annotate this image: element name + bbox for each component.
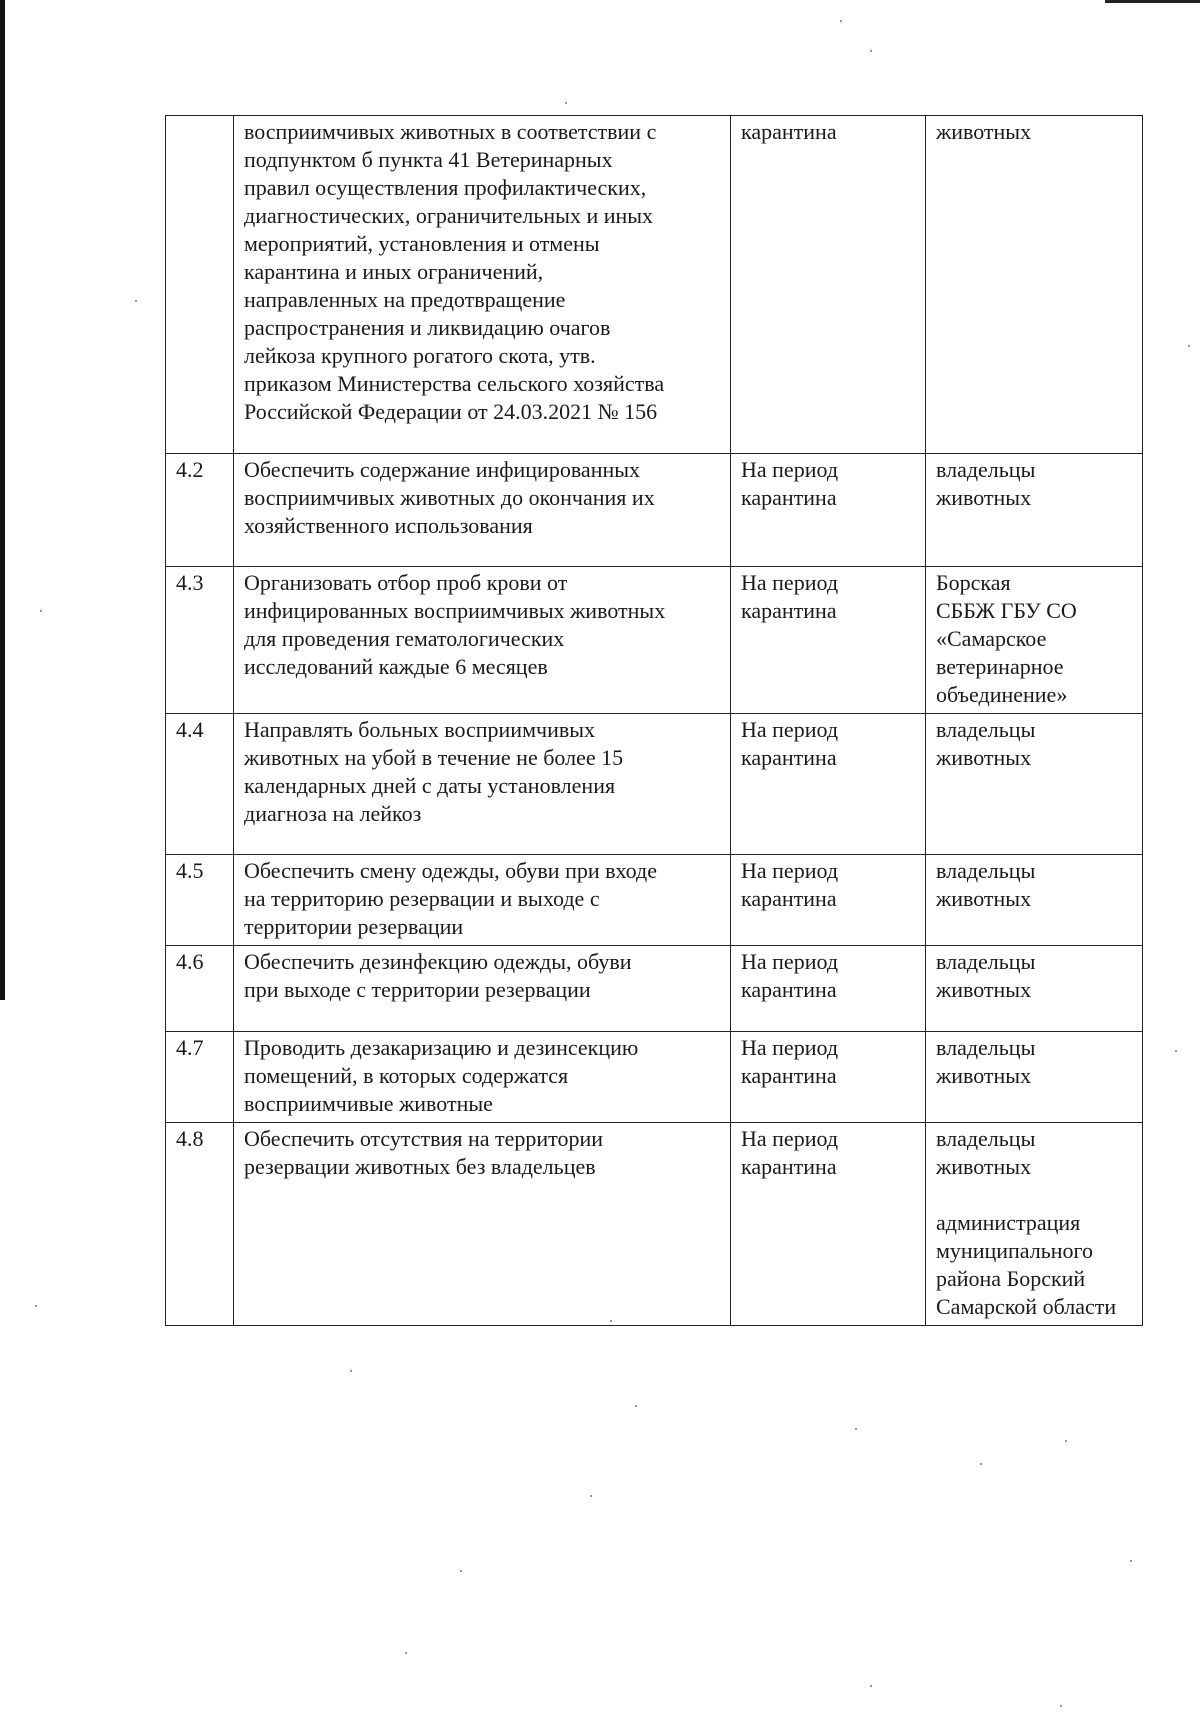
row-term: На период карантина xyxy=(731,946,926,1032)
row-number: 4.6 xyxy=(166,946,234,1032)
row-responsible: животных xyxy=(926,116,1143,454)
scan-speck xyxy=(1175,1050,1177,1052)
row-term: На период карантина xyxy=(731,714,926,855)
scan-speck xyxy=(460,1570,462,1572)
table-row xyxy=(166,1032,1143,1123)
scan-speck xyxy=(1130,1560,1132,1562)
scan-left-edge xyxy=(0,0,5,1000)
row-number: 4.8 xyxy=(166,1123,234,1326)
table-row xyxy=(166,714,1143,855)
row-term: На период карантина xyxy=(731,1032,926,1123)
scan-top-right-mark xyxy=(1105,0,1200,3)
row-responsible: владельцы животных xyxy=(926,454,1143,567)
row-term: На период карантина xyxy=(731,454,926,567)
row-number: 4.2 xyxy=(166,454,234,567)
row-term: На период карантина xyxy=(731,567,926,714)
row-number: 4.7 xyxy=(166,1032,234,1123)
row-responsible: владельцы животных xyxy=(926,855,1143,946)
table-row xyxy=(166,855,1143,946)
row-number xyxy=(166,116,234,454)
row-action: Обеспечить дезинфекцию одежды, обуви при выходе с территории резервации xyxy=(234,946,731,1032)
row-action: Проводить дезакаризацию и дезинсекцию помещений, в которых содержатся восприимчивые животные xyxy=(234,1032,731,1123)
row-action: Организовать отбор проб крови от инфицированных восприимчивых животных для проведения гематологических исследований каждые 6 месяцев xyxy=(234,567,731,714)
scan-speck xyxy=(590,1495,592,1497)
row-responsible: владельцы животных xyxy=(926,946,1143,1032)
table-row xyxy=(166,946,1143,1032)
table-row xyxy=(166,567,1143,714)
scan-speck xyxy=(35,1305,37,1307)
scan-speck xyxy=(635,1405,637,1407)
table-row xyxy=(166,454,1143,567)
row-term: На период карантина xyxy=(731,855,926,946)
row-action: восприимчивых животных в соответствии с подпунктом б пункта 41 Ветеринарных правил осуществления профилактических, диагностических, ограничительных и иных мероприятий, установления и отмены карантина и иных ограничений, направленных на предотвращение распространения и ликвидацию очагов лейкоза крупного рогатого скота, утв. приказом Министерства сельского хозяйства Российской Федерации от 24.03.2021 № 156 xyxy=(234,116,731,454)
row-number: 4.4 xyxy=(166,714,234,855)
scan-speck xyxy=(855,1428,857,1430)
scan-speck xyxy=(980,1463,982,1465)
scan-speck xyxy=(840,20,842,22)
row-term: карантина xyxy=(731,116,926,454)
row-action: Обеспечить содержание инфицированных восприимчивых животных до окончания их хозяйственного использования xyxy=(234,454,731,567)
row-responsible: владельцы животных администрация муниципального района Борский Самарской области xyxy=(926,1123,1143,1326)
scan-speck xyxy=(870,1685,872,1687)
scan-speck xyxy=(350,1370,352,1372)
row-responsible: владельцы животных xyxy=(926,1032,1143,1123)
scan-speck xyxy=(405,1652,407,1654)
row-action: Обеспечить отсутствия на территории резервации животных без владельцев xyxy=(234,1123,731,1326)
row-responsible: Борская СББЖ ГБУ СО «Самарское ветеринарное объединение» xyxy=(926,567,1143,714)
scan-speck xyxy=(40,610,42,612)
measures-table xyxy=(165,115,1143,1326)
table-row xyxy=(166,116,1143,454)
scan-speck xyxy=(1060,1705,1062,1707)
row-term: На период карантина xyxy=(731,1123,926,1326)
row-responsible: владельцы животных xyxy=(926,714,1143,855)
scan-speck xyxy=(870,50,872,52)
table-row xyxy=(166,1123,1143,1326)
scan-speck xyxy=(1065,1440,1067,1442)
row-action: Обеспечить смену одежды, обуви при входе на территорию резервации и выходе с территории резервации xyxy=(234,855,731,946)
row-number: 4.5 xyxy=(166,855,234,946)
scan-speck xyxy=(565,102,567,104)
scan-speck xyxy=(1188,345,1190,347)
row-action: Направлять больных восприимчивых животных на убой в течение не более 15 календарных дней с даты установления диагноза на лейкоз xyxy=(234,714,731,855)
scan-speck xyxy=(135,300,137,302)
scan-speck xyxy=(610,1320,612,1322)
row-number: 4.3 xyxy=(166,567,234,714)
